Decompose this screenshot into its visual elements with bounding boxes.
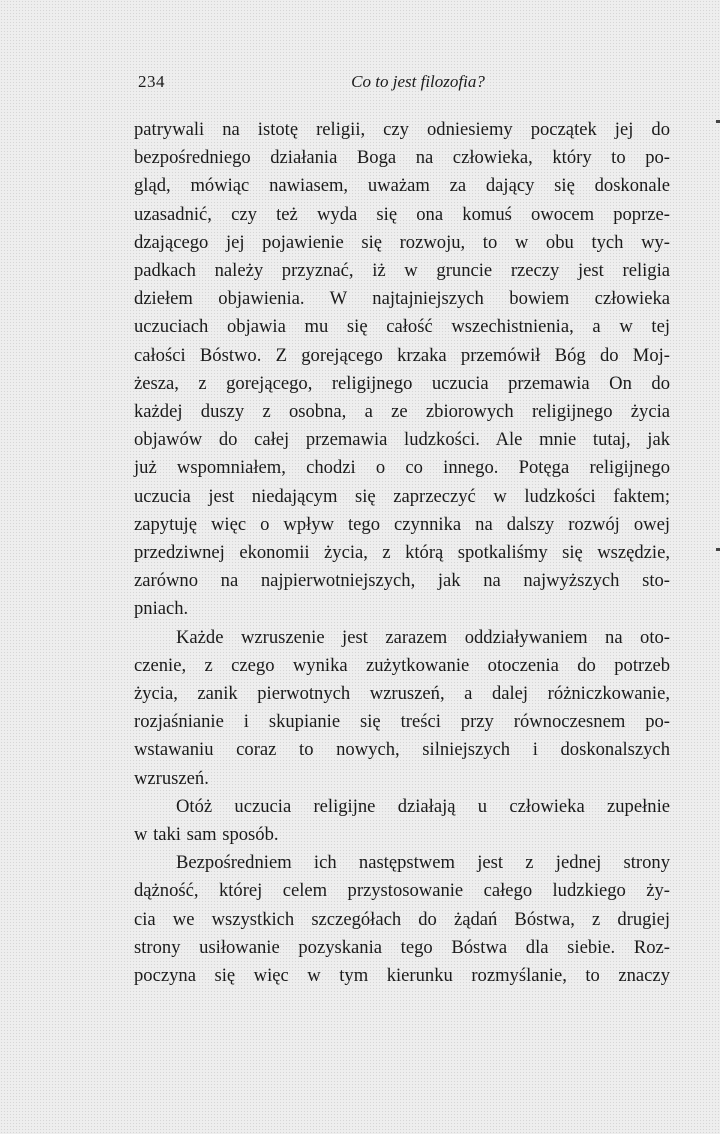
text-line: dzającego jej pojawienie się rozwoju, to w obu tych wy- (134, 231, 670, 253)
paragraph-3 (134, 793, 670, 849)
paragraph-2 (134, 624, 670, 793)
page-number: 234 (138, 72, 165, 91)
text-line: zarówno na najpierwotniejszych, jak na najwyższych sto- (134, 570, 670, 592)
text-line: dążność, której celem przystosowanie całego ludzkiego ży- (134, 880, 670, 902)
scan-edge-mark (716, 120, 720, 123)
text-line: żesza, z gorejącego, religijnego uczucia przemawia On do (134, 372, 670, 394)
text-line: bezpośredniego działania Boga na człowieka, który to po- (134, 147, 670, 169)
text-line: pniach. (134, 598, 189, 620)
text-line: uczucia jest niedającym się zaprzeczyć w ludzkości faktem; (134, 485, 670, 507)
text-line: uczuciach objawia mu się całość wszechistnienia, a w tej (134, 316, 670, 338)
text-line: całości Bóstwo. Z gorejącego krzaka przemówił Bóg do Moj- (134, 344, 670, 366)
running-title: Co to jest filozofia? (351, 72, 485, 91)
text-line: Otóż uczucia religijne działają u człowieka zupełnie (176, 795, 670, 817)
text-line: przedziwnej ekonomii życia, z którą spotkaliśmy się wszędzie, (134, 542, 670, 564)
text-line: cia we wszystkich szczegółach do żądań Bóstwa, z drugiej (134, 908, 670, 930)
text-line: padkach należy przyznać, iż w gruncie rzeczy jest religia (134, 260, 670, 282)
text-line: uzasadnić, czy też wyda się ona komuś owocem poprze- (134, 203, 670, 225)
text-line: rozjaśnianie i skupianie się treści przy równoczesnem po- (134, 711, 670, 733)
text-line: gląd, mówiąc nawiasem, uważam za dający się doskonale (134, 175, 670, 197)
text-line: wzruszeń. (134, 767, 209, 789)
text-line: w taki sam sposób. (134, 824, 279, 846)
text-line: wstawaniu coraz to nowych, silniejszych i doskonalszych (134, 739, 670, 761)
text-line: poczyna się więc w tym kierunku rozmyślanie, to znaczy (134, 965, 670, 987)
scan-edge-mark (716, 548, 720, 551)
text-line: czenie, z czego wynika zużytkowanie otoczenia do potrzeb (134, 654, 670, 676)
text-line: patrywali na istotę religii, czy odniesiemy początek jej do (134, 119, 670, 140)
paragraph-4 (134, 849, 670, 990)
body-text (134, 116, 670, 990)
text-line: już wspomniałem, chodzi o co innego. Potęga religijnego (134, 457, 670, 479)
page-header (138, 72, 668, 94)
text-line: zapytuję więc o wpływ tego czynnika na dalszy rozwój owej (134, 513, 670, 535)
text-line: strony usiłowanie pozyskania tego Bóstwa dla siebie. Roz- (134, 936, 670, 958)
text-line: dziełem objawienia. W najtajniejszych bowiem człowieka (134, 288, 670, 310)
paragraph-1 (134, 116, 670, 624)
text-line: życia, zanik pierwotnych wzruszeń, a dalej różniczkowanie, (134, 683, 670, 705)
text-line: Bezpośredniem ich następstwem jest z jednej strony (176, 852, 670, 874)
text-line: Każde wzruszenie jest zarazem oddziaływaniem na oto- (176, 626, 670, 648)
text-line: objawów do całej przemawia ludzkości. Ale mnie tutaj, jak (134, 429, 670, 451)
text-line: każdej duszy z osobna, a ze zbiorowych religijnego życia (134, 401, 670, 423)
